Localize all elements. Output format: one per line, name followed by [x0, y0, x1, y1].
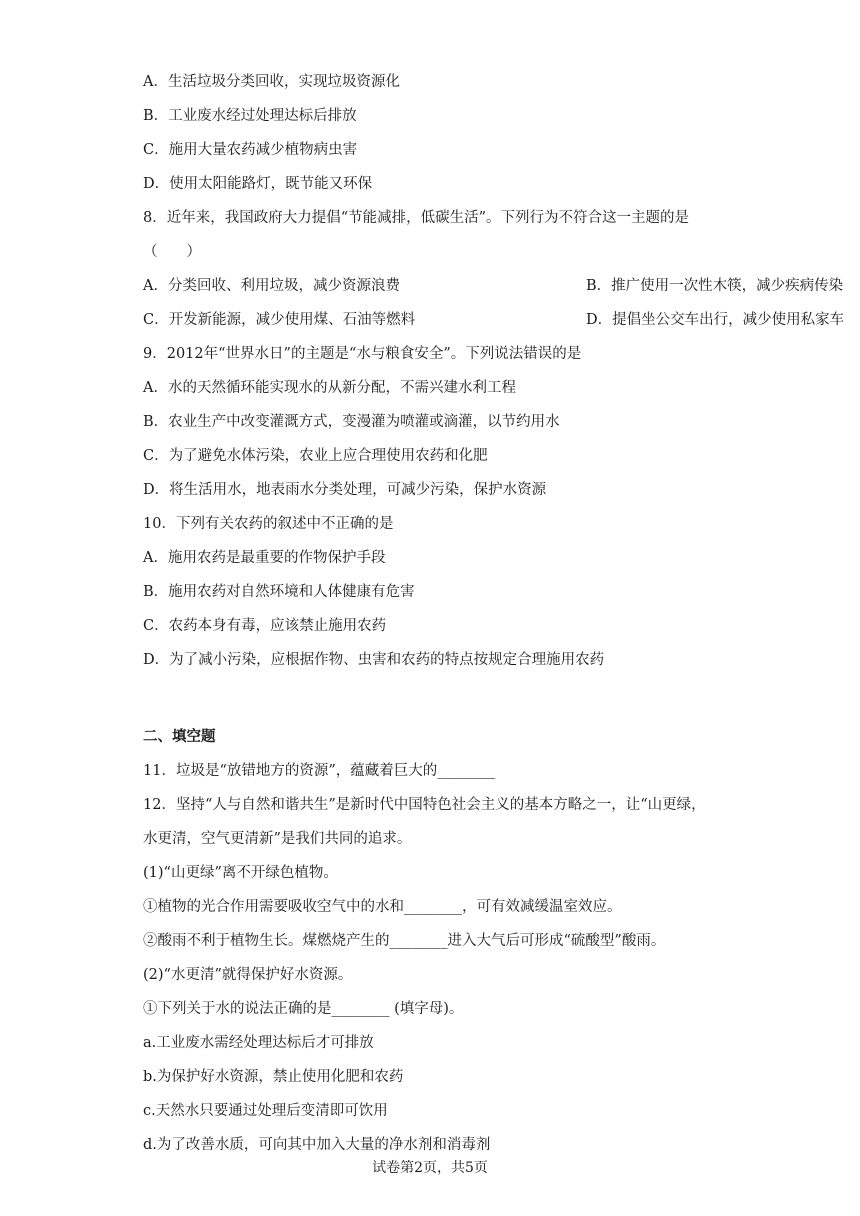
q9-stem: 9．2012年“世界水日”的主题是“水与粮食安全”。下列说法错误的是	[143, 346, 582, 362]
q12-part2: (2)“水更清”就得保护好水资源。	[143, 967, 353, 983]
q10-option-d: D．为了减小污染，应根据作物、虫害和农药的特点按规定合理施用农药	[143, 652, 605, 668]
q10-stem: 10．下列有关农药的叙述中不正确的是	[143, 516, 394, 532]
q9-option-b: B．农业生产中改变灌溉方式，变漫灌为喷灌或滴灌，以节约用水	[143, 414, 560, 430]
q10-option-a: A．施用农药是最重要的作物保护手段	[143, 550, 386, 566]
q12-part1-q1: ①植物的光合作用需要吸收空气中的水和________，可有效减缓温室效应。	[143, 899, 622, 915]
q10-option-b: B．施用农药对自然环境和人体健康有危害	[143, 584, 415, 600]
q12-option-a: a.工业废水需经处理达标后才可排放	[143, 1035, 374, 1051]
q12-option-b: b.为保护好水资源，禁止使用化肥和农药	[143, 1069, 404, 1085]
q7-option-b: B．工业废水经过处理达标后排放	[143, 108, 357, 124]
q12-part1: (1)“山更绿”离不开绿色植物。	[143, 865, 338, 881]
q9-option-c: C．为了避免水体污染，农业上应合理使用农药和化肥	[143, 448, 488, 464]
q7-option-d: D．使用太阳能路灯，既节能又环保	[143, 176, 373, 192]
q8-options-row2	[143, 310, 845, 330]
q8-option-d: D．提倡坐公交车出行，减少使用私家车	[586, 312, 845, 328]
q11: 11．垃圾是“放错地方的资源”，蕴藏着巨大的________	[143, 763, 496, 779]
section-fill-in-title: 二、填空题	[143, 728, 216, 745]
q7-option-c: C．施用大量农药减少植物病虫害	[143, 142, 358, 158]
q12-part1-q2: ②酸雨不利于植物生长。煤燃烧产生的________进入大气后可形成“硫酸型”酸雨。	[143, 933, 666, 949]
q7-option-a: A．生活垃圾分类回收，实现垃圾资源化	[143, 74, 400, 90]
page-footer: 试卷第2页，共5页	[372, 1160, 488, 1176]
q8-stem: 8．近年来，我国政府大力提倡“节能减排，低碳生活”。下列行为不符合这一主题的是	[143, 210, 690, 226]
q12-option-d: d.为了改善水质，可向其中加入大量的净水剂和消毒剂	[143, 1137, 491, 1153]
q8-option-c: C．开发新能源，减少使用煤、石油等燃料	[143, 312, 416, 328]
q12-stem-line1: 12．坚持“人与自然和谐共生”是新时代中国特色社会主义的基本方略之一，让“山更绿，	[143, 797, 706, 813]
q8-options-row1	[143, 276, 844, 296]
q12-option-c: c.天然水只要通过处理后变清即可饮用	[143, 1103, 388, 1119]
q12-stem-line2: 水更清，空气更清新”是我们共同的追求。	[143, 831, 412, 847]
q8-option-b: B．推广使用一次性木筷，减少疾病传染	[586, 278, 844, 294]
q8-option-a: A．分类回收、利用垃圾，减少资源浪费	[143, 278, 400, 294]
q9-option-d: D．将生活用水，地表雨水分类处理，可减少污染，保护水资源	[143, 482, 547, 498]
q9-option-a: A．水的天然循环能实现水的从新分配，不需兴建水利工程	[143, 380, 516, 396]
q8-answer-paren: （ ）	[143, 244, 201, 260]
q10-option-c: C．农药本身有毒，应该禁止施用农药	[143, 618, 387, 634]
q12-part2-q1: ①下列关于水的说法正确的是________ (填字母)。	[143, 1001, 464, 1017]
